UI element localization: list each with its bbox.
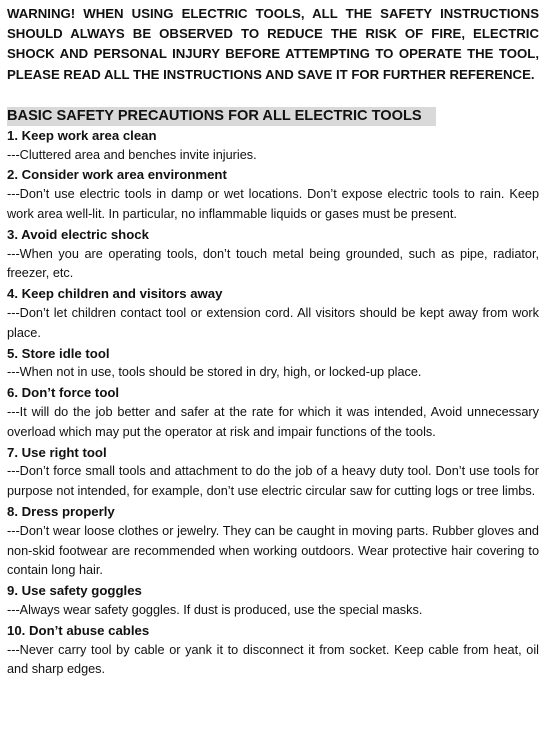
item-text: ---Don’t let children contact tool or extension cord. All visitors should be kept away from work place. bbox=[7, 305, 539, 340]
section-heading: BASIC SAFETY PRECAUTIONS FOR ALL ELECTRIC TOOLS bbox=[7, 107, 436, 126]
item-text: ---Don’t force small tools and attachment to do the job of a heavy duty tool. Don’t use tools for purpose not intended, for example, don’t use electric circular saw for cutting logs or tree limbs. bbox=[7, 464, 539, 499]
list-item bbox=[7, 502, 539, 581]
list-item bbox=[7, 581, 539, 621]
list-item bbox=[7, 126, 539, 166]
item-text: ---Don’t use electric tools in damp or wet locations. Don’t expose electric tools to rain. Keep work area well-lit. In particular, no inflammable liquids or gases must be present. bbox=[7, 187, 539, 221]
item-text: ---Never carry tool by cable or yank it to disconnect it from socket. Keep cable from heat, oil and sharp edges. bbox=[7, 642, 539, 677]
item-text: ---When you are operating tools, don’t touch metal being grounded, such as pipe, radiator, freezer, etc. bbox=[7, 246, 539, 281]
item-text: ---Cluttered area and benches invite injuries. bbox=[7, 147, 257, 162]
warning-paragraph: WARNING! WHEN USING ELECTRIC TOOLS, ALL THE SAFETY INSTRUCTIONS SHOULD ALWAYS BE OBSERVED TO REDUCE THE RISK OF FIRE, ELECTRIC SHOCK AND PERSONAL INJURY BEFORE ATTEMPTING TO OPERATE THE TOOL, PLEASE READ ALL THE INSTRUCTIONS AND SAVE IT FOR FURTHER REFERENCE. bbox=[7, 6, 539, 82]
list-item bbox=[7, 225, 539, 284]
item-text: ---Always wear safety goggles. If dust is produced, use the special masks. bbox=[7, 602, 423, 617]
list-item bbox=[7, 284, 539, 343]
item-heading: 10. Don’t abuse cables bbox=[7, 622, 150, 638]
item-heading: 3. Avoid electric shock bbox=[7, 226, 149, 242]
item-text: ---Don’t wear loose clothes or jewelry. They can be caught in moving parts. Rubber gloves and non-skid footwear are recommended when working outdoors. Wear protective hair covering to contain long hair. bbox=[7, 523, 539, 578]
item-heading: 5. Store idle tool bbox=[7, 345, 110, 361]
document-page bbox=[7, 0, 539, 680]
list-item bbox=[7, 165, 539, 224]
item-heading: 1. Keep work area clean bbox=[7, 127, 157, 143]
item-text: ---When not in use, tools should be stored in dry, high, or locked-up place. bbox=[7, 365, 422, 380]
item-heading: 9. Use safety goggles bbox=[7, 583, 142, 599]
item-heading: 6. Don’t force tool bbox=[7, 385, 120, 401]
item-heading: 2. Consider work area environment bbox=[7, 167, 227, 183]
list-item bbox=[7, 443, 539, 502]
item-heading: 8. Dress properly bbox=[7, 503, 115, 519]
list-item bbox=[7, 621, 539, 680]
item-text: ---It will do the job better and safer at the rate for which it was intended, Avoid unnecessary overload which may put the operator at risk and impair functions of the tools. bbox=[7, 404, 539, 439]
item-heading: 7. Use right tool bbox=[7, 444, 107, 460]
safety-precautions-list bbox=[7, 126, 539, 680]
item-heading: 4. Keep children and visitors away bbox=[7, 286, 223, 302]
list-item bbox=[7, 344, 539, 384]
list-item bbox=[7, 383, 539, 442]
